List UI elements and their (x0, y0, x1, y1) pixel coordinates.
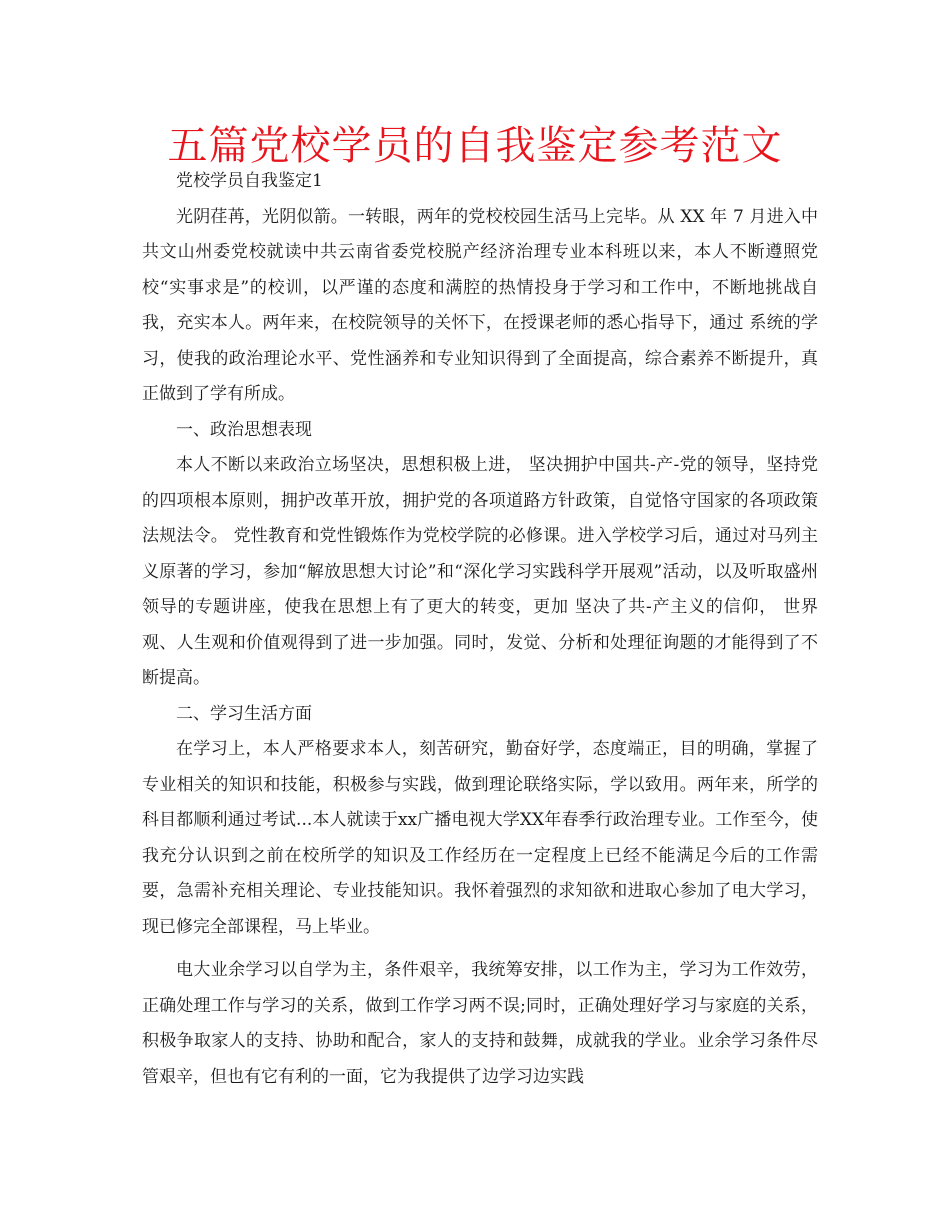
section-heading: 一、政治思想表现 (176, 419, 312, 440)
paragraph: 光阴荏苒，光阴似箭。一转眼，两年的党校校园生活马上完毕。从 XX 年 7 月进入中共文山州委党校就读中共云南省委党校脱产经济治理专业本科班以来，本人不断遵照党校“实事求是”的校训，以严谨的态度和满腔的热情投身于学习和工作中，不断地挑战自我，充实本人。两年来，在校院领导的关怀下，在授课老师的悉心指导下，通过 系统的学习，使我的政治理论水平、党性涵养和专业知识得到了全面提高，综合素养不断提升，真正做到了学有所成。 (142, 206, 818, 404)
section-heading: 党校学员自我鉴定1 (176, 171, 323, 191)
document-title: 五篇党校学员的自我鉴定参考范文 (167, 123, 783, 169)
paragraph: 本人不断以来政治立场坚决，思想积极上进， 坚决拥护中国共-产-党的领导，坚持党的四项根本原则，拥护改革开放，拥护党的各项道路方针政策，自觉恪守国家的各项政策法规法令。 党性教育和党性锻炼作为党校学院的必修课。进入学校学习后，通过对马列主义原著的学习，参加“解放思想大讨论”和“深化学习实践科学开展观”活动，以及听取盛州领导的专题讲座，使我在思想上有了更大的转变，更加 坚决了共-产主义的信仰， 世界观、人生观和价值观得到了进一步加强。同时，发觉、分析和处理征询题的才能得到了不断提高。 (142, 455, 818, 688)
paragraph: 在学习上，本人严格要求本人，刻苦研究，勤奋好学，态度端正，目的明确，掌握了专业相关的知识和技能，积极参与实践，做到理论联络实际，学以致用。两年来，所学的科目都顺利通过考试...本人就读于xx广播电视大学XX年春季行政治理专业。工作至今，使我充分认识到之前在校所学的知识及工作经历在一定程度上已经不能满足今后的工作需要，急需补充相关理论、专业技能知识。我怀着强烈的求知欲和进取心参加了电大学习，现已修完全部课程，马上毕业。 (142, 739, 818, 937)
section-heading: 二、学习生活方面 (176, 703, 312, 724)
paragraph: 电大业余学习以自学为主，条件艰辛，我统筹安排，以工作为主，学习为工作效劳，正确处理工作与学习的关系，做到工作学习两不误;同时，正确处理好学习与家庭的关系，积极争取家人的支持、协助和配合，家人的支持和鼓舞，成就我的学业。业余学习条件尽管艰辛，但也有它有利的一面，它为我提供了边学习边实践 (142, 960, 818, 1087)
document-body (142, 164, 818, 1095)
